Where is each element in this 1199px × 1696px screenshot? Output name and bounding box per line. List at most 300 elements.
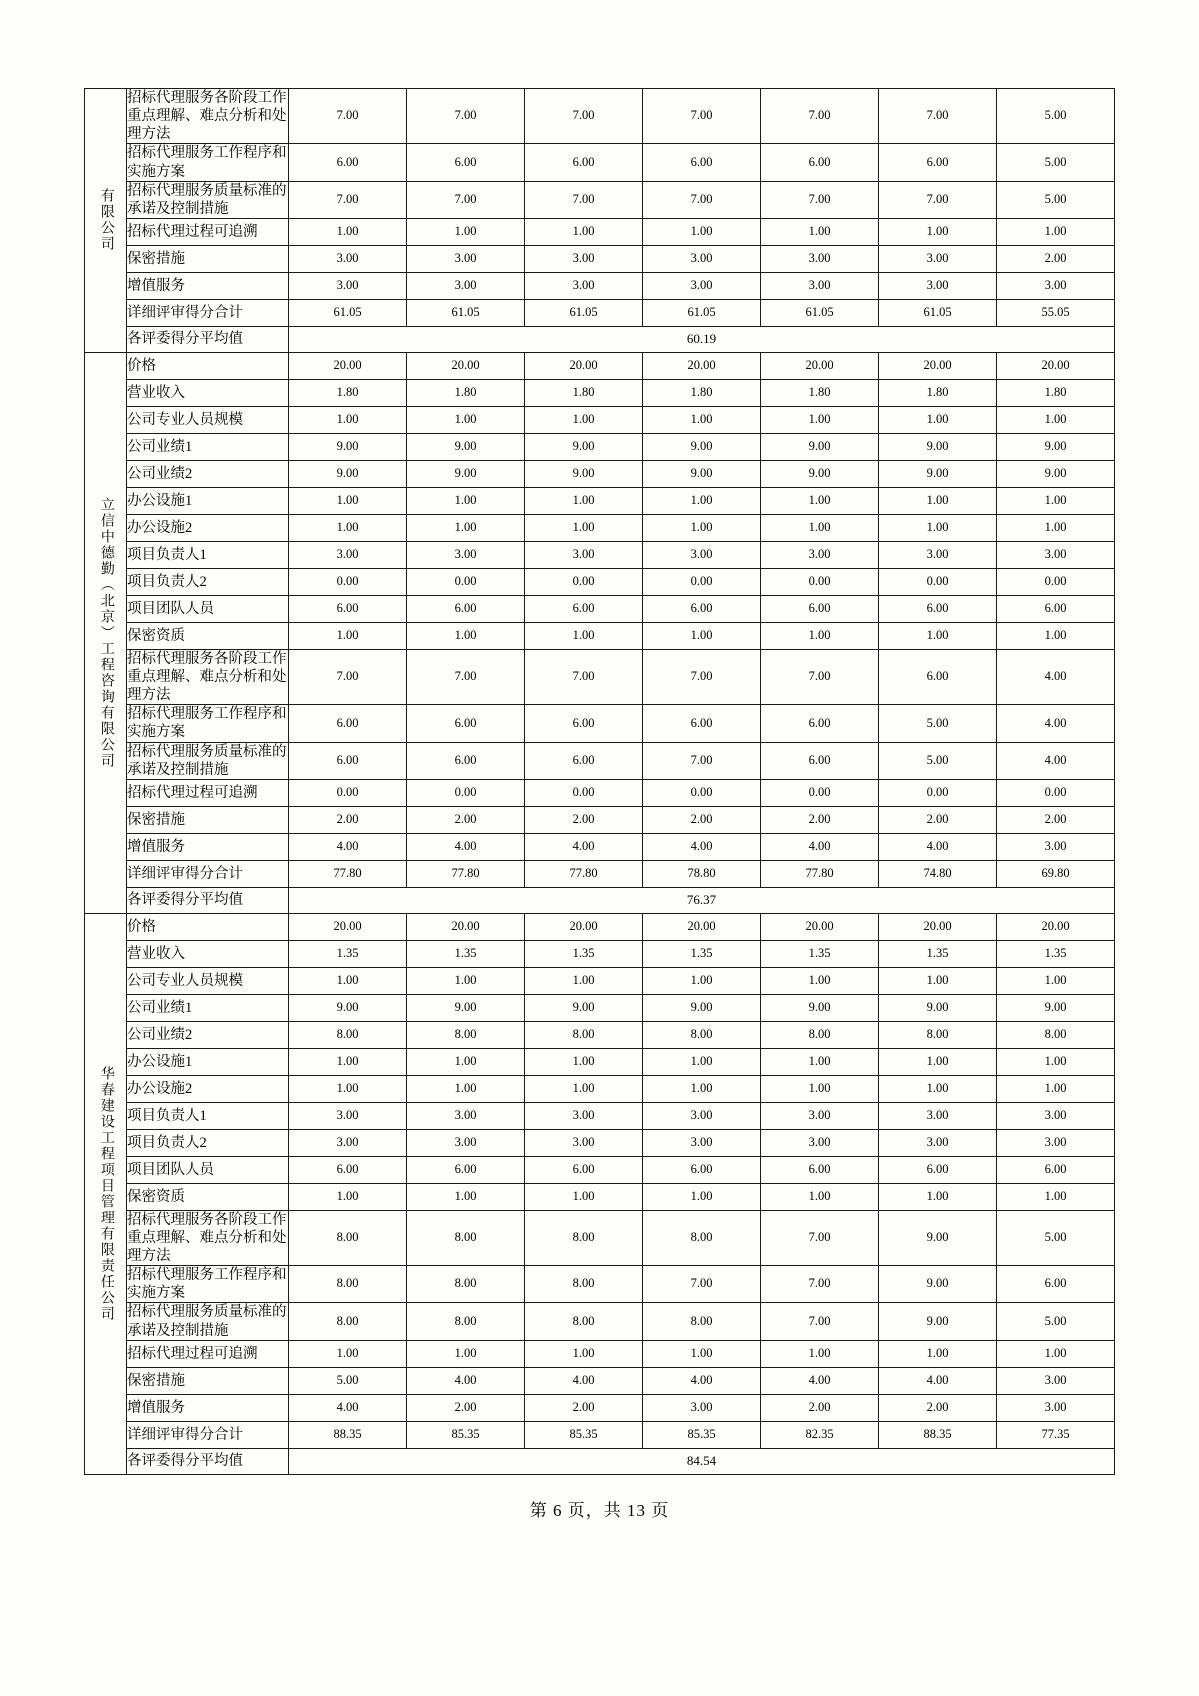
- score-cell: 0.00: [997, 568, 1115, 595]
- score-cell: 7.00: [879, 181, 997, 218]
- table-row: [85, 622, 1115, 649]
- score-cell: 2.00: [525, 806, 643, 833]
- score-cell: 7.00: [879, 89, 997, 144]
- score-cell: 3.00: [879, 1129, 997, 1156]
- score-cell: 4.00: [643, 833, 761, 860]
- score-cell: 1.00: [997, 1183, 1115, 1210]
- score-cell: 1.80: [289, 379, 407, 406]
- average-row: [85, 1448, 1115, 1474]
- score-cell: 8.00: [879, 1021, 997, 1048]
- score-cell: 9.00: [289, 433, 407, 460]
- score-cell: 1.00: [643, 1048, 761, 1075]
- score-cell: 3.00: [997, 541, 1115, 568]
- score-cell: 3.00: [525, 272, 643, 299]
- score-cell: 6.00: [289, 1156, 407, 1183]
- score-cell: 1.00: [761, 1183, 879, 1210]
- score-cell: 1.80: [643, 379, 761, 406]
- table-row: [85, 299, 1115, 326]
- score-cell: 0.00: [761, 568, 879, 595]
- score-cell: 1.35: [407, 940, 525, 967]
- score-cell: 7.00: [289, 181, 407, 218]
- score-cell: 6.00: [407, 595, 525, 622]
- criterion-label: 招标代理服务工作程序和实施方案: [127, 1267, 287, 1302]
- score-cell: 6.00: [525, 705, 643, 742]
- score-cell: 6.00: [407, 1156, 525, 1183]
- criterion-label: 公司专业人员规模: [127, 967, 289, 994]
- score-cell: 1.00: [289, 1048, 407, 1075]
- score-cell: 1.00: [643, 1075, 761, 1102]
- score-cell: 4.00: [879, 1367, 997, 1394]
- score-cell: 1.00: [879, 1075, 997, 1102]
- score-cell: 5.00: [997, 144, 1115, 181]
- score-cell: 5.00: [997, 89, 1115, 144]
- score-cell: 3.00: [525, 1129, 643, 1156]
- score-cell: 1.00: [997, 1075, 1115, 1102]
- score-cell: 6.00: [289, 144, 407, 181]
- table-row: [85, 218, 1115, 245]
- score-cell: 7.00: [643, 89, 761, 144]
- criterion-label: 详细评审得分合计: [127, 860, 289, 887]
- score-cell: 85.35: [407, 1421, 525, 1448]
- table-row: [85, 406, 1115, 433]
- criterion-label: 公司专业人员规模: [127, 406, 289, 433]
- score-cell: 1.00: [407, 406, 525, 433]
- score-cell: 3.00: [407, 541, 525, 568]
- table-row: [85, 705, 1115, 742]
- score-cell: 3.00: [879, 245, 997, 272]
- score-cell: 3.00: [997, 1394, 1115, 1421]
- score-cell: 8.00: [407, 1210, 525, 1265]
- criterion-label: 增值服务: [127, 1394, 289, 1421]
- criterion-label: 公司业绩2: [127, 1021, 289, 1048]
- criterion-label: 项目负责人1: [127, 541, 289, 568]
- score-cell: 8.00: [407, 1021, 525, 1048]
- score-cell: 1.35: [761, 940, 879, 967]
- average-label: 各评委得分平均值: [127, 887, 289, 913]
- score-cell: 69.80: [997, 860, 1115, 887]
- score-cell: 3.00: [643, 1129, 761, 1156]
- average-row: [85, 887, 1115, 913]
- score-cell: 7.00: [525, 181, 643, 218]
- score-cell: 3.00: [997, 1102, 1115, 1129]
- criterion-label: 保密措施: [127, 1367, 289, 1394]
- criterion-label: 招标代理过程可追溯: [127, 779, 289, 806]
- score-cell: 5.00: [997, 1210, 1115, 1265]
- score-cell: 3.00: [643, 1102, 761, 1129]
- score-cell: 77.80: [525, 860, 643, 887]
- criterion-label: 招标代理服务各阶段工作重点理解、难点分析和处理方法: [127, 1211, 287, 1264]
- table-row: [85, 1048, 1115, 1075]
- score-cell: 20.00: [525, 352, 643, 379]
- criterion-label: 保密措施: [127, 245, 289, 272]
- score-cell: 0.00: [643, 779, 761, 806]
- score-cell: 1.00: [407, 514, 525, 541]
- score-cell: 3.00: [407, 1129, 525, 1156]
- score-cell: 1.00: [289, 1075, 407, 1102]
- score-cell: 3.00: [289, 245, 407, 272]
- score-cell: 1.00: [643, 1183, 761, 1210]
- score-cell: 9.00: [761, 994, 879, 1021]
- score-cell: 20.00: [289, 352, 407, 379]
- score-cell: 1.00: [525, 1075, 643, 1102]
- score-cell: 6.00: [525, 595, 643, 622]
- score-cell: 1.00: [879, 487, 997, 514]
- score-cell: 9.00: [879, 433, 997, 460]
- score-cell: 6.00: [643, 595, 761, 622]
- score-cell: 8.00: [407, 1303, 525, 1340]
- page-number-text: 第 6 页，共 13 页: [529, 1501, 670, 1520]
- score-cell: 3.00: [761, 245, 879, 272]
- score-cell: 1.00: [289, 622, 407, 649]
- score-cell: 1.00: [761, 967, 879, 994]
- criterion-label: 招标代理服务各阶段工作重点理解、难点分析和处理方法: [127, 650, 287, 704]
- score-cell: 1.80: [525, 379, 643, 406]
- score-cell: 4.00: [643, 1367, 761, 1394]
- score-cell: 2.00: [643, 806, 761, 833]
- table-row: [85, 595, 1115, 622]
- score-cell: 1.00: [761, 1340, 879, 1367]
- score-cell: 6.00: [997, 1266, 1115, 1303]
- score-cell: 20.00: [879, 913, 997, 940]
- table-row: [85, 1394, 1115, 1421]
- score-cell: 8.00: [643, 1210, 761, 1265]
- score-cell: 1.35: [289, 940, 407, 967]
- score-cell: 0.00: [407, 779, 525, 806]
- criterion-label: 办公设施1: [127, 1048, 289, 1075]
- score-cell: 1.00: [407, 218, 525, 245]
- company-name-label: 有限公司: [98, 188, 114, 253]
- score-cell: 1.00: [525, 218, 643, 245]
- score-cell: 9.00: [879, 994, 997, 1021]
- score-cell: 2.00: [997, 806, 1115, 833]
- score-cell: 3.00: [289, 1102, 407, 1129]
- score-cell: 8.00: [997, 1021, 1115, 1048]
- score-cell: 7.00: [761, 1303, 879, 1340]
- score-cell: 3.00: [289, 1129, 407, 1156]
- score-cell: 1.80: [407, 379, 525, 406]
- score-cell: 1.00: [525, 1183, 643, 1210]
- table-row: [85, 433, 1115, 460]
- score-cell: 2.00: [289, 806, 407, 833]
- score-cell: 7.00: [761, 649, 879, 704]
- table-row: [85, 742, 1115, 779]
- company-name-cell: [85, 89, 127, 353]
- score-cell: 74.80: [879, 860, 997, 887]
- criterion-label: 招标代理服务质量标准的承诺及控制措施: [127, 1304, 287, 1339]
- average-value: 76.37: [289, 887, 1115, 913]
- score-cell: 1.00: [761, 487, 879, 514]
- score-cell: 9.00: [761, 460, 879, 487]
- criterion-label: 招标代理过程可追溯: [127, 1340, 289, 1367]
- table-row: [85, 940, 1115, 967]
- score-cell: 0.00: [407, 568, 525, 595]
- score-cell: 1.80: [879, 379, 997, 406]
- table-row: [85, 779, 1115, 806]
- table-row: [85, 1021, 1115, 1048]
- score-cell: 1.00: [525, 1048, 643, 1075]
- score-cell: 77.80: [289, 860, 407, 887]
- criterion-label: 办公设施1: [127, 487, 289, 514]
- score-cell: 1.00: [289, 218, 407, 245]
- table-row: [85, 144, 1115, 181]
- criterion-label: 招标代理服务质量标准的承诺及控制措施: [127, 743, 287, 778]
- score-cell: 1.00: [879, 1340, 997, 1367]
- table-row: [85, 1367, 1115, 1394]
- table-row: [85, 833, 1115, 860]
- score-cell: 4.00: [997, 742, 1115, 779]
- score-cell: 1.00: [525, 1340, 643, 1367]
- score-cell: 88.35: [879, 1421, 997, 1448]
- score-cell: 4.00: [761, 833, 879, 860]
- score-cell: 6.00: [761, 144, 879, 181]
- score-cell: 1.00: [879, 622, 997, 649]
- score-cell: 9.00: [761, 433, 879, 460]
- table-row: [85, 1075, 1115, 1102]
- score-cell: 1.00: [879, 218, 997, 245]
- criterion-label: 招标代理服务工作程序和实施方案: [127, 706, 287, 741]
- average-row: [85, 326, 1115, 352]
- score-cell: 4.00: [525, 833, 643, 860]
- score-cell: 3.00: [643, 1394, 761, 1421]
- score-cell: 9.00: [525, 433, 643, 460]
- score-cell: 8.00: [761, 1021, 879, 1048]
- score-cell: 1.80: [997, 379, 1115, 406]
- score-cell: 20.00: [879, 352, 997, 379]
- score-cell: 20.00: [525, 913, 643, 940]
- table-row: [85, 806, 1115, 833]
- score-cell: 1.00: [525, 622, 643, 649]
- company-name-cell: [85, 913, 127, 1474]
- score-cell: 7.00: [289, 89, 407, 144]
- score-cell: 1.00: [525, 514, 643, 541]
- score-cell: 6.00: [643, 1156, 761, 1183]
- score-cell: 1.00: [407, 967, 525, 994]
- score-cell: 77.35: [997, 1421, 1115, 1448]
- score-cell: 3.00: [525, 245, 643, 272]
- score-cell: 1.80: [761, 379, 879, 406]
- score-cell: 2.00: [525, 1394, 643, 1421]
- score-cell: 6.00: [525, 1156, 643, 1183]
- score-cell: 1.00: [997, 622, 1115, 649]
- score-cell: 9.00: [997, 433, 1115, 460]
- score-cell: 1.00: [997, 487, 1115, 514]
- score-cell: 9.00: [525, 994, 643, 1021]
- score-cell: 3.00: [997, 272, 1115, 299]
- table-row: [85, 967, 1115, 994]
- score-cell: 4.00: [525, 1367, 643, 1394]
- score-cell: 61.05: [289, 299, 407, 326]
- evaluation-score-table: [84, 88, 1115, 1475]
- score-cell: 6.00: [879, 1156, 997, 1183]
- score-cell: 1.00: [761, 1075, 879, 1102]
- page-footer: [0, 1496, 1199, 1521]
- score-cell: 1.00: [643, 218, 761, 245]
- score-cell: 6.00: [879, 144, 997, 181]
- criterion-label: 办公设施2: [127, 514, 289, 541]
- score-cell: 9.00: [289, 994, 407, 1021]
- criterion-label: 详细评审得分合计: [127, 1421, 289, 1448]
- criterion-label: 价格: [127, 913, 289, 940]
- score-cell: 7.00: [761, 181, 879, 218]
- criterion-label: 招标代理过程可追溯: [127, 218, 289, 245]
- score-cell: 20.00: [289, 913, 407, 940]
- score-cell: 9.00: [407, 433, 525, 460]
- score-cell: 4.00: [879, 833, 997, 860]
- average-label: 各评委得分平均值: [127, 1448, 289, 1474]
- score-cell: 85.35: [643, 1421, 761, 1448]
- criterion-label: 项目团队人员: [127, 595, 289, 622]
- table-row: [85, 1210, 1115, 1265]
- score-cell: 3.00: [761, 272, 879, 299]
- score-cell: 8.00: [525, 1266, 643, 1303]
- score-cell: 6.00: [761, 742, 879, 779]
- score-cell: 78.80: [643, 860, 761, 887]
- score-cell: 77.80: [761, 860, 879, 887]
- score-cell: 1.00: [997, 514, 1115, 541]
- score-cell: 4.00: [997, 649, 1115, 704]
- criterion-label: 保密资质: [127, 622, 289, 649]
- score-cell: 3.00: [407, 245, 525, 272]
- table-row: [85, 1102, 1115, 1129]
- score-cell: 3.00: [525, 1102, 643, 1129]
- score-cell: 20.00: [407, 352, 525, 379]
- criterion-label: 公司业绩2: [127, 460, 289, 487]
- score-cell: 9.00: [407, 994, 525, 1021]
- score-cell: 9.00: [879, 1303, 997, 1340]
- score-cell: 61.05: [761, 299, 879, 326]
- table-row: [85, 487, 1115, 514]
- score-cell: 0.00: [997, 779, 1115, 806]
- score-cell: 9.00: [879, 1266, 997, 1303]
- score-cell: 0.00: [643, 568, 761, 595]
- score-cell: 1.00: [997, 1048, 1115, 1075]
- score-cell: 4.00: [289, 833, 407, 860]
- score-cell: 1.00: [643, 514, 761, 541]
- score-cell: 8.00: [525, 1021, 643, 1048]
- score-cell: 4.00: [997, 705, 1115, 742]
- score-cell: 3.00: [289, 541, 407, 568]
- table-row: [85, 245, 1115, 272]
- score-cell: 3.00: [879, 541, 997, 568]
- score-cell: 1.35: [997, 940, 1115, 967]
- criterion-label: 招标代理服务工作程序和实施方案: [127, 145, 287, 180]
- score-cell: 0.00: [879, 568, 997, 595]
- criterion-label: 项目负责人2: [127, 1129, 289, 1156]
- table-row: [85, 860, 1115, 887]
- score-cell: 20.00: [407, 913, 525, 940]
- score-cell: 5.00: [997, 1303, 1115, 1340]
- company-name-label: 华春建设工程项目管理有限责任公司: [98, 1065, 114, 1322]
- criterion-label: 项目负责人2: [127, 568, 289, 595]
- score-cell: 7.00: [407, 649, 525, 704]
- score-cell: 0.00: [879, 779, 997, 806]
- score-cell: 1.00: [761, 1048, 879, 1075]
- criterion-label: 营业收入: [127, 379, 289, 406]
- score-cell: 1.00: [289, 406, 407, 433]
- score-cell: 4.00: [407, 833, 525, 860]
- score-cell: 6.00: [997, 1156, 1115, 1183]
- score-cell: 1.00: [289, 1183, 407, 1210]
- score-cell: 85.35: [525, 1421, 643, 1448]
- score-cell: 6.00: [407, 742, 525, 779]
- score-cell: 7.00: [525, 89, 643, 144]
- score-cell: 9.00: [289, 460, 407, 487]
- score-cell: 9.00: [407, 460, 525, 487]
- score-cell: 1.00: [879, 1048, 997, 1075]
- score-cell: 2.00: [407, 1394, 525, 1421]
- score-cell: 6.00: [407, 705, 525, 742]
- score-cell: 4.00: [407, 1367, 525, 1394]
- score-cell: 61.05: [407, 299, 525, 326]
- score-cell: 1.00: [525, 406, 643, 433]
- score-cell: 1.00: [407, 622, 525, 649]
- score-cell: 1.00: [761, 218, 879, 245]
- score-cell: 1.00: [525, 967, 643, 994]
- score-cell: 9.00: [525, 460, 643, 487]
- score-cell: 1.35: [879, 940, 997, 967]
- score-cell: 9.00: [643, 994, 761, 1021]
- score-cell: 1.00: [643, 1340, 761, 1367]
- score-cell: 1.00: [407, 1183, 525, 1210]
- score-cell: 6.00: [525, 144, 643, 181]
- score-cell: 3.00: [879, 1102, 997, 1129]
- score-cell: 7.00: [289, 649, 407, 704]
- score-cell: 1.00: [643, 487, 761, 514]
- score-cell: 6.00: [879, 595, 997, 622]
- score-cell: 3.00: [761, 1129, 879, 1156]
- score-table-wrapper: [84, 88, 1114, 1475]
- score-cell: 7.00: [407, 181, 525, 218]
- score-cell: 3.00: [643, 245, 761, 272]
- score-cell: 1.00: [525, 487, 643, 514]
- score-cell: 5.00: [879, 705, 997, 742]
- table-row: [85, 994, 1115, 1021]
- score-cell: 2.00: [997, 245, 1115, 272]
- score-cell: 0.00: [761, 779, 879, 806]
- score-cell: 6.00: [643, 144, 761, 181]
- score-cell: 3.00: [761, 541, 879, 568]
- table-row: [85, 1303, 1115, 1340]
- score-cell: 4.00: [761, 1367, 879, 1394]
- score-cell: 5.00: [879, 742, 997, 779]
- score-cell: 1.00: [643, 967, 761, 994]
- score-cell: 4.00: [289, 1394, 407, 1421]
- criterion-label: 营业收入: [127, 940, 289, 967]
- criterion-label: 详细评审得分合计: [127, 299, 289, 326]
- score-cell: 1.00: [997, 218, 1115, 245]
- criterion-label: 公司业绩1: [127, 994, 289, 1021]
- score-cell: 61.05: [879, 299, 997, 326]
- score-cell: 1.00: [761, 514, 879, 541]
- score-cell: 6.00: [643, 705, 761, 742]
- table-row: [85, 181, 1115, 218]
- score-cell: 6.00: [761, 595, 879, 622]
- score-cell: 6.00: [761, 705, 879, 742]
- score-cell: 8.00: [643, 1303, 761, 1340]
- score-cell: 1.00: [407, 1075, 525, 1102]
- score-cell: 8.00: [525, 1303, 643, 1340]
- score-cell: 8.00: [289, 1210, 407, 1265]
- criterion-label: 招标代理服务质量标准的承诺及控制措施: [127, 182, 287, 217]
- score-cell: 1.00: [997, 406, 1115, 433]
- score-cell: 6.00: [761, 1156, 879, 1183]
- score-cell: 1.00: [879, 967, 997, 994]
- score-cell: 7.00: [407, 89, 525, 144]
- table-row: [85, 541, 1115, 568]
- score-cell: 1.00: [761, 406, 879, 433]
- score-cell: 3.00: [289, 272, 407, 299]
- score-cell: 20.00: [997, 913, 1115, 940]
